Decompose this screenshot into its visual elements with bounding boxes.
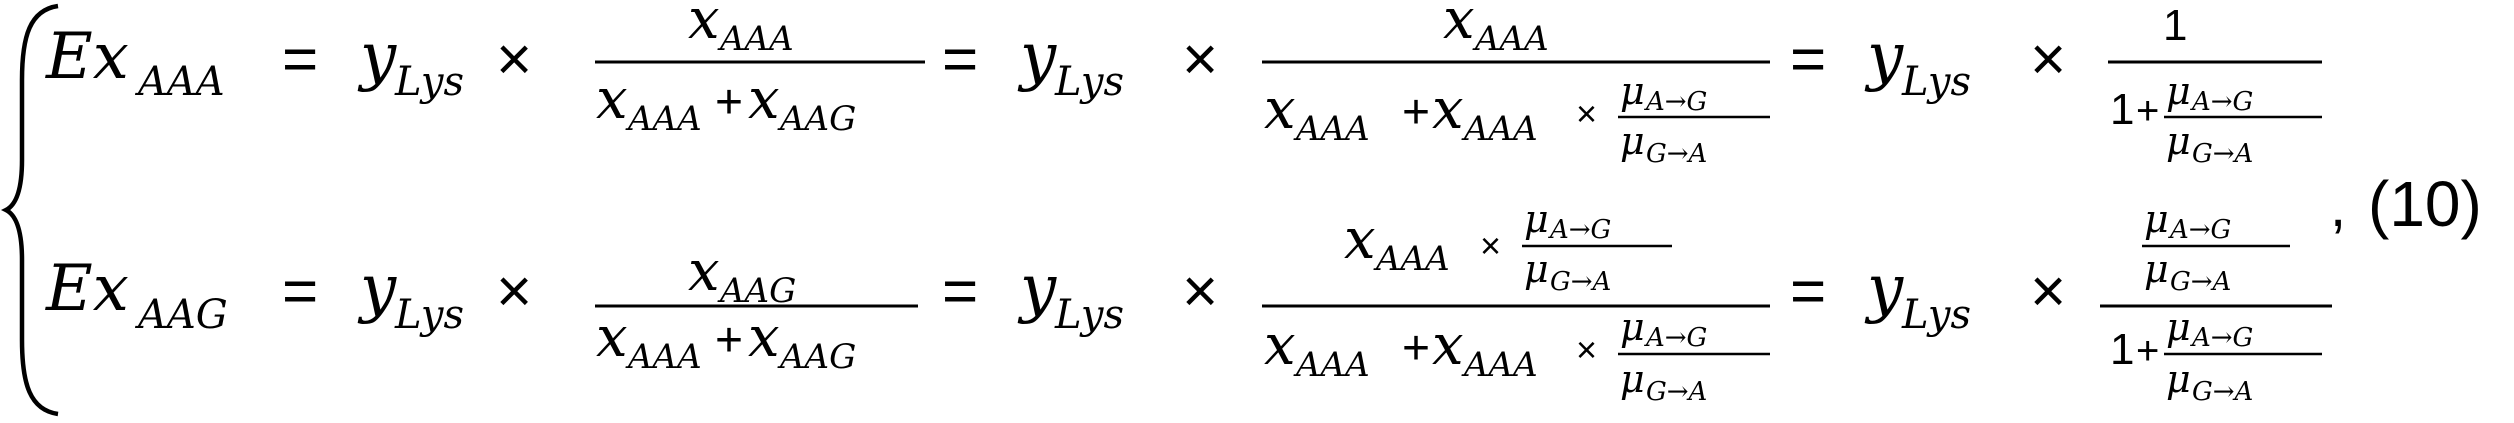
subscript-aaa: AAA	[1376, 239, 1450, 279]
subscript-a-to-g: A→G	[1646, 323, 1708, 353]
plus-sign: +	[2136, 329, 2160, 373]
subscript-a-to-g: A→G	[2170, 215, 2232, 245]
ex-symbol: Ex	[46, 20, 129, 94]
subscript-g-to-a: G→A	[1550, 267, 1612, 297]
subscript-g-to-a: G→A	[2170, 267, 2232, 297]
subscript-g-to-a: G→A	[2192, 139, 2254, 169]
y-symbol: y	[1867, 20, 1904, 94]
subscript-aaa: AAA	[720, 19, 794, 59]
subscript-a-to-g: A→G	[2192, 87, 2254, 117]
y-symbol: y	[360, 252, 397, 326]
subscript-aaa: AAA	[1296, 345, 1370, 385]
equation-line-2	[45, 197, 2332, 407]
mu-symbol: μ	[1620, 305, 1645, 349]
times-sign: ×	[1182, 257, 1219, 326]
mu-symbol: μ	[2166, 69, 2191, 113]
equals-sign: =	[942, 257, 979, 326]
subscript-lys: Lys	[395, 59, 464, 105]
x-symbol: x	[1443, 0, 1475, 52]
subscript-aaa: AAA	[1464, 345, 1538, 385]
x-symbol: x	[748, 305, 780, 370]
mu-symbol: μ	[1524, 197, 1549, 241]
mu-symbol: μ	[1620, 119, 1645, 163]
x-symbol: x	[1264, 313, 1296, 378]
subscript-aaa: AAA	[138, 59, 225, 105]
x-symbol: x	[688, 0, 720, 52]
times-sign: ×	[2030, 257, 2067, 326]
times-sign: ×	[496, 257, 533, 326]
subscript-g-to-a: G→A	[1646, 139, 1708, 169]
times-sign: ×	[1576, 93, 1598, 134]
y-symbol: y	[1020, 20, 1057, 94]
mu-symbol: μ	[2144, 247, 2169, 291]
subscript-a-to-g: A→G	[1646, 87, 1708, 117]
x-symbol: x	[1264, 77, 1296, 142]
y-symbol: y	[360, 20, 397, 94]
mu-symbol: μ	[2166, 305, 2191, 349]
subscript-aaa: AAA	[1464, 109, 1538, 149]
subscript-lys: Lys	[1055, 292, 1124, 338]
subscript-g-to-a: G→A	[2192, 377, 2254, 407]
equals-sign: =	[1790, 25, 1827, 94]
mu-symbol: μ	[1524, 247, 1549, 291]
one: 1	[2110, 85, 2135, 134]
subscript-aaa: AAA	[1296, 109, 1370, 149]
times-sign: ×	[2030, 25, 2067, 94]
subscript-aag: AAG	[720, 271, 797, 311]
x-symbol: x	[1344, 207, 1376, 272]
y-symbol: y	[1867, 252, 1904, 326]
mu-symbol: μ	[2144, 197, 2169, 241]
mu-symbol: μ	[2166, 119, 2191, 163]
plus-sign: +	[715, 76, 744, 129]
ex-symbol: Ex	[46, 252, 129, 326]
mu-symbol: μ	[1620, 357, 1645, 401]
times-sign: ×	[496, 25, 533, 94]
plus-sign: +	[2136, 89, 2160, 133]
subscript-aag: AAG	[780, 99, 857, 139]
equals-sign: =	[942, 25, 979, 94]
subscript-a-to-g: A→G	[2192, 323, 2254, 353]
subscript-aag: AAG	[780, 337, 857, 377]
equals-sign: =	[1790, 257, 1827, 326]
one: 1	[2110, 325, 2135, 374]
subscript-aaa: AAA	[628, 99, 702, 139]
separator-comma: ,	[2330, 174, 2347, 239]
equals-sign: =	[282, 25, 319, 94]
subscript-lys: Lys	[1902, 292, 1971, 338]
equals-sign: =	[282, 257, 319, 326]
mu-symbol: μ	[2166, 357, 2191, 401]
x-symbol: x	[688, 239, 720, 304]
subscript-aag: AAG	[138, 292, 228, 338]
x-symbol: x	[596, 305, 628, 370]
x-symbol: x	[1432, 77, 1464, 142]
times-sign: ×	[1576, 329, 1598, 370]
mu-symbol: μ	[1620, 69, 1645, 113]
equation-line-1	[45, 0, 2322, 169]
subscript-lys: Lys	[1055, 59, 1124, 105]
times-sign: ×	[1182, 25, 1219, 94]
x-symbol: x	[748, 67, 780, 132]
times-sign: ×	[1480, 225, 1502, 266]
x-symbol: x	[1432, 313, 1464, 378]
y-symbol: y	[1020, 252, 1057, 326]
subscript-aaa: AAA	[1475, 19, 1549, 59]
subscript-lys: Lys	[1902, 59, 1971, 105]
subscript-a-to-g: A→G	[1550, 215, 1612, 245]
x-symbol: x	[596, 67, 628, 132]
subscript-aaa: AAA	[628, 337, 702, 377]
plus-sign: +	[1402, 86, 1431, 139]
plus-sign: +	[715, 314, 744, 367]
subscript-lys: Lys	[395, 292, 464, 338]
plus-sign: +	[1402, 322, 1431, 375]
equation-number: (10)	[2368, 168, 2482, 240]
subscript-g-to-a: G→A	[1646, 377, 1708, 407]
one: 1	[2163, 1, 2188, 50]
